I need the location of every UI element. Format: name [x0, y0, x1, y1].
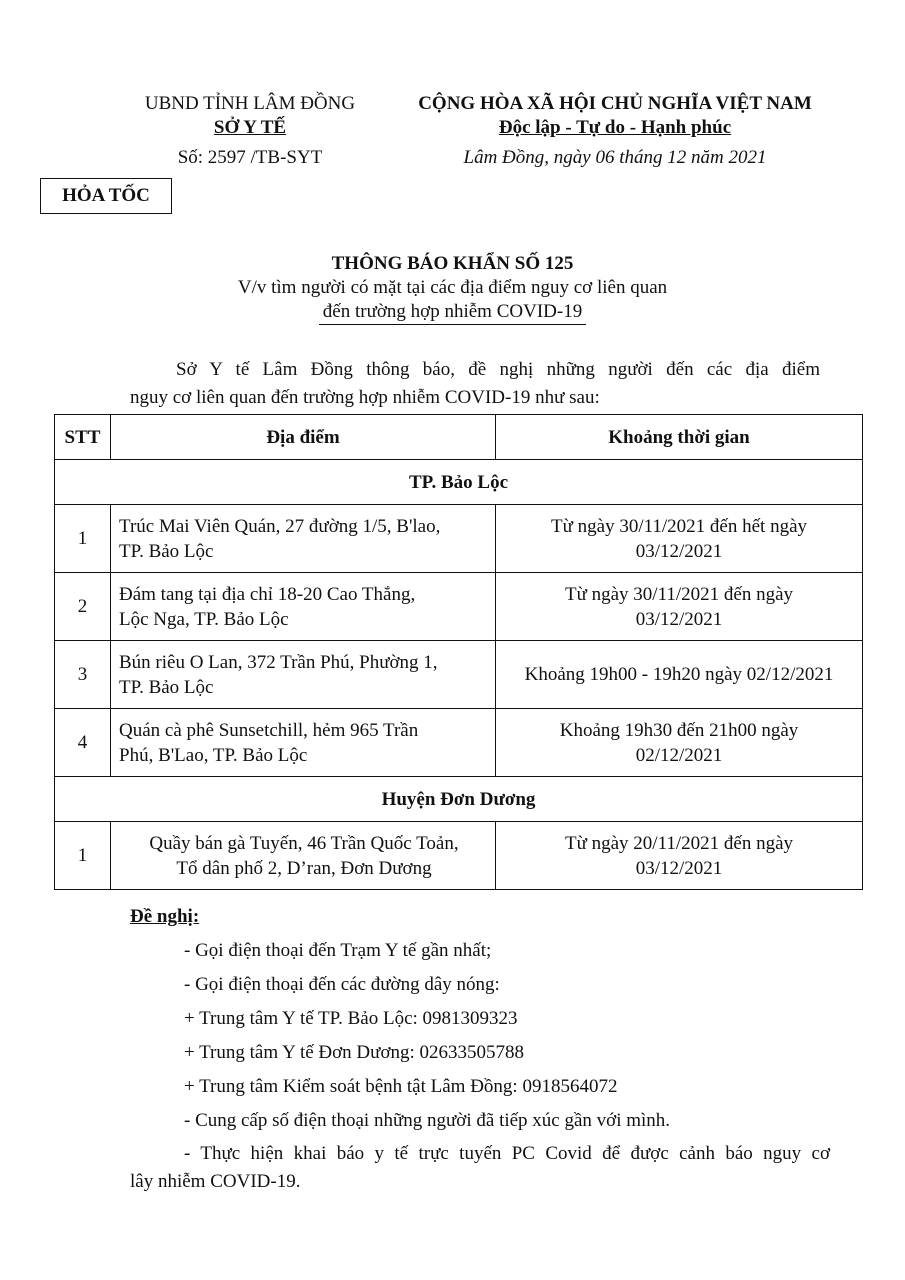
time-line: Từ ngày 30/11/2021 đến hết ngày [550, 515, 808, 537]
notice-subject-line1: V/v tìm người có mặt tại các địa điểm nguy cơ liên quan [237, 277, 668, 298]
location-line: Phú, B'Lao, TP. Bảo Lộc [119, 744, 308, 766]
row-location [111, 505, 496, 573]
notice-title-block [200, 252, 705, 324]
location-line: Quán cà phê Sunsetchill, hẻm 965 Trần [119, 719, 419, 741]
section-row [55, 460, 863, 505]
time-line: 03/12/2021 [635, 540, 723, 562]
row-stt: 4 [55, 709, 111, 777]
recommendation-item: - Gọi điện thoại đến các đường dây nóng: [184, 974, 500, 995]
time-line: Khoảng 19h00 - 19h20 ngày 02/12/2021 [524, 664, 834, 685]
intro-line1: Sở Y tế Lâm Đồng thông báo, đề nghị những người đến các địa điểm [176, 359, 820, 380]
location-line: TP. Bảo Lộc [119, 540, 214, 562]
row-location [111, 709, 496, 777]
recommendations-heading: Đề nghị: [130, 906, 200, 927]
national-motto: Độc lập - Tự do - Hạnh phúc [498, 117, 732, 138]
nation-name: CỘNG HÒA XÃ HỘI CHỦ NGHĨA VIỆT NAM [418, 93, 812, 114]
section-bao-loc: TP. Bảo Lộc [55, 460, 863, 505]
hotline-item: + Trung tâm Y tế TP. Bảo Lộc: 0981309323 [184, 1008, 518, 1029]
location-line: Đám tang tại địa chỉ 18-20 Cao Thắng, [119, 583, 416, 605]
row-location [111, 822, 496, 890]
location-line: TP. Bảo Lộc [119, 676, 214, 698]
national-header [400, 92, 830, 170]
section-row [55, 777, 863, 822]
table-header-row [55, 415, 863, 460]
time-line: Từ ngày 20/11/2021 đến ngày [564, 832, 794, 854]
intro-line2: nguy cơ liên quan đến trường hợp nhiễm COVID-19 như sau: [130, 387, 600, 408]
row-stt: 1 [55, 822, 111, 890]
agency-province: UBND TỈNH LÂM ĐỒNG [144, 93, 356, 114]
time-line: 03/12/2021 [635, 608, 723, 630]
location-line: Trúc Mai Viên Quán, 27 đường 1/5, B'lao, [119, 515, 441, 537]
table-row [55, 573, 863, 641]
header-stt: STT [55, 415, 111, 460]
recommendation-item: - Cung cấp số điện thoại những người đã tiếp xúc gần với mình. [184, 1110, 671, 1131]
table-row [55, 641, 863, 709]
table-row [55, 822, 863, 890]
hotline-item: + Trung tâm Kiểm soát bệnh tật Lâm Đồng: 0918564072 [184, 1076, 618, 1097]
header-location: Địa điểm [111, 415, 496, 460]
recommendation-line: - Thực hiện khai báo y tế trực tuyến PC Covid để được cảnh báo nguy cơ [184, 1143, 830, 1164]
section-don-duong: Huyện Đơn Dương [55, 777, 863, 822]
row-time [496, 709, 863, 777]
recommendation-item-last [130, 1140, 830, 1196]
row-stt: 2 [55, 573, 111, 641]
row-time [496, 573, 863, 641]
notice-title: THÔNG BÁO KHẨN SỐ 125 [331, 253, 574, 274]
time-line: 02/12/2021 [635, 744, 723, 766]
row-stt: 3 [55, 641, 111, 709]
row-stt: 1 [55, 505, 111, 573]
issue-date: Lâm Đồng, ngày 06 tháng 12 năm 2021 [463, 147, 767, 168]
issuing-agency [120, 92, 380, 170]
recommendations [130, 900, 830, 1196]
location-line: Tổ dân phố 2, D’ran, Đơn Dương [176, 857, 432, 879]
row-location [111, 641, 496, 709]
recommendation-item: - Gọi điện thoại đến Trạm Y tế gần nhất; [184, 940, 492, 961]
row-location [111, 573, 496, 641]
row-time [496, 641, 863, 709]
location-line: Bún riêu O Lan, 372 Trần Phú, Phường 1, [119, 651, 438, 673]
row-time [496, 822, 863, 890]
risk-locations-table [54, 414, 863, 890]
table-row [55, 709, 863, 777]
location-line: Quầy bán gà Tuyến, 46 Trần Quốc Toản, [149, 832, 459, 854]
time-line: 03/12/2021 [635, 857, 723, 879]
agency-department: SỞ Y TẾ [213, 117, 287, 138]
location-line: Lộc Nga, TP. Bảo Lộc [119, 608, 289, 630]
row-time [496, 505, 863, 573]
recommendation-line: lây nhiễm COVID-19. [130, 1171, 301, 1192]
time-line: Từ ngày 30/11/2021 đến ngày [564, 583, 794, 605]
time-line: Khoảng 19h30 đến 21h00 ngày [559, 719, 799, 741]
table-row [55, 505, 863, 573]
urgency-stamp: HỎA TỐC [40, 178, 172, 214]
intro-paragraph [130, 356, 820, 412]
notice-subject-line2: đến trường hợp nhiễm COVID-19 [200, 300, 705, 324]
document-number: Số: 2597 /TB-SYT [177, 147, 323, 168]
header-time: Khoảng thời gian [496, 415, 863, 460]
hotline-item: + Trung tâm Y tế Đơn Dương: 02633505788 [184, 1042, 525, 1063]
